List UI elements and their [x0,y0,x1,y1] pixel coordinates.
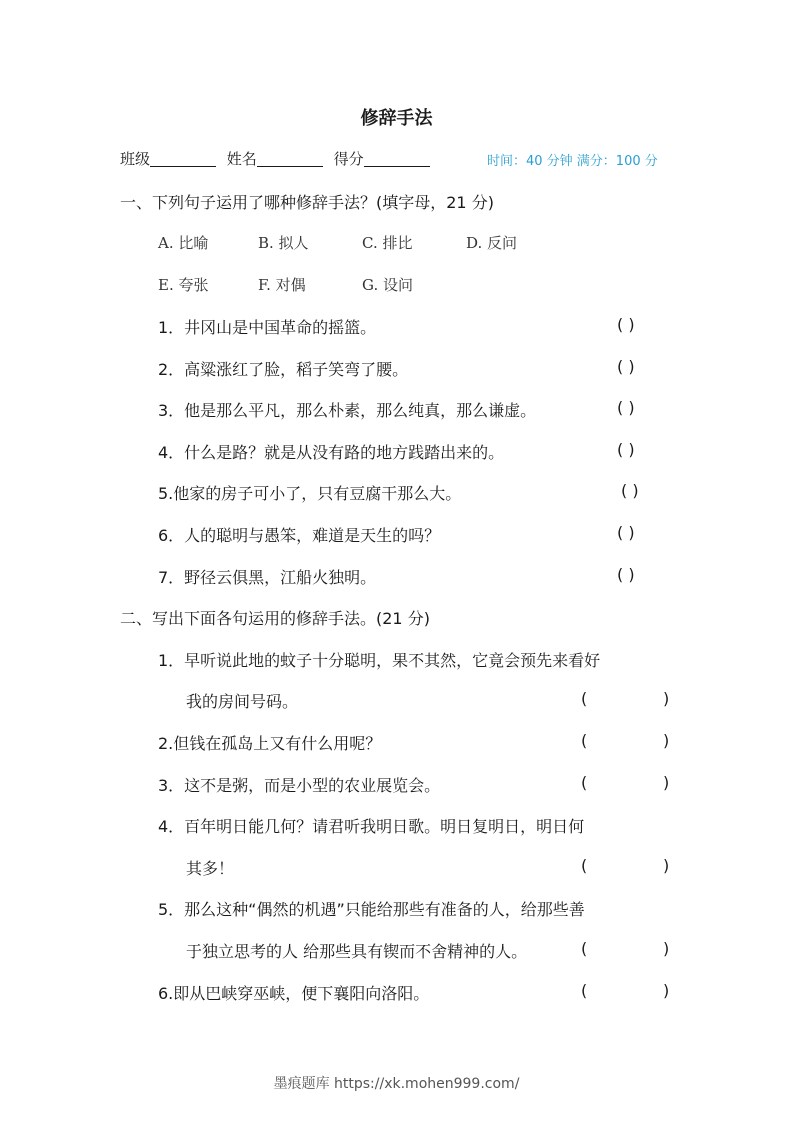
s2-question-4-line2: 其多！ [186,859,235,878]
option-b: B. 拟人 [258,234,309,252]
s2-answer-3-close: ) [663,773,670,792]
s1-question-5: 5.他家的房子可小了，只有豆腐干那么大。 [158,484,462,503]
class-label: 班级 [120,150,151,168]
s1-question-1: 1．井冈山是中国革命的摇篮。 [158,318,377,337]
s1-question-7: 7．野径云俱黑，江船火独明。 [158,568,377,587]
time-score-note: 时间：40 分钟 满分：100 分 [487,154,658,169]
s1-answer-1[interactable]: ( ) [617,315,635,334]
s2-answer-6-close: ) [663,981,670,1000]
footer-watermark: 墨痕题库 https://xk.mohen999.com/ [273,1076,520,1092]
s1-question-2: 2．高粱涨红了脸，稻子笑弯了腰。 [158,360,409,379]
section2-heading: 二、写出下面各句运用的修辞手法。(21 分) [120,609,430,628]
s1-answer-6[interactable]: ( ) [617,523,635,542]
s2-answer-4-close: ) [663,856,670,875]
score-label: 得分 [333,150,364,168]
score-blank [364,152,430,167]
s2-answer-2-open[interactable]: ( [581,731,588,750]
s1-answer-3[interactable]: ( ) [617,398,635,417]
name-blank [257,152,323,167]
name-label: 姓名 [226,150,257,168]
s1-answer-5[interactable]: ( ) [621,481,639,500]
page-title: 修辞手法 [360,108,433,129]
section1-heading: 一、下列句子运用了哪种修辞手法？(填字母，21 分) [120,193,494,212]
s2-question-2: 2.但钱在孤岛上又有什么用呢？ [158,734,382,753]
s1-answer-2[interactable]: ( ) [617,357,635,376]
student-info-line [120,148,436,169]
s2-question-6: 6.即从巴峡穿巫峡，便下襄阳向洛阳。 [158,984,430,1003]
s2-answer-5-open[interactable]: ( [581,939,588,958]
s2-answer-6-open[interactable]: ( [581,981,588,1000]
s2-question-5-line1: 5．那么这种“偶然的机遇”只能给那些有准备的人，给那些善 [158,900,585,919]
option-d: D. 反问 [466,234,518,252]
option-a: A. 比喻 [158,234,209,252]
s2-answer-1-open[interactable]: ( [581,689,588,708]
s2-answer-1-close: ) [663,689,670,708]
option-g: G. 设问 [362,276,413,294]
s1-question-4: 4．什么是路？就是从没有路的地方践踏出来的。 [158,443,505,462]
option-e: E. 夸张 [158,276,209,294]
s2-question-3: 3．这不是粥，而是小型的农业展览会。 [158,776,441,795]
s2-answer-5-close: ) [663,939,670,958]
s2-question-4-line1: 4．百年明日能几何？请君听我明日歌。明日复明日，明日何 [158,817,585,836]
option-f: F. 对偶 [258,276,306,294]
class-blank [150,152,216,167]
s1-question-3: 3．他是那么平凡，那么朴素，那么纯真，那么谦虚。 [158,401,537,420]
s2-question-1-line1: 1．早听说此地的蚊子十分聪明，果不其然，它竟会预先来看好 [158,651,601,670]
s1-answer-7[interactable]: ( ) [617,565,635,584]
s2-answer-4-open[interactable]: ( [581,856,588,875]
s2-answer-3-open[interactable]: ( [581,773,588,792]
s2-question-1-line2: 我的房间号码。 [186,692,299,711]
s2-question-5-line2: 于独立思考的人 给那些具有锲而不舍精神的人。 [186,942,528,961]
s1-answer-4[interactable]: ( ) [617,440,635,459]
s1-question-6: 6．人的聪明与愚笨，难道是天生的吗？ [158,526,441,545]
options-row1 [158,232,517,253]
s2-answer-2-close: ) [663,731,670,750]
options-row2 [158,274,413,295]
option-c: C. 排比 [362,234,413,252]
